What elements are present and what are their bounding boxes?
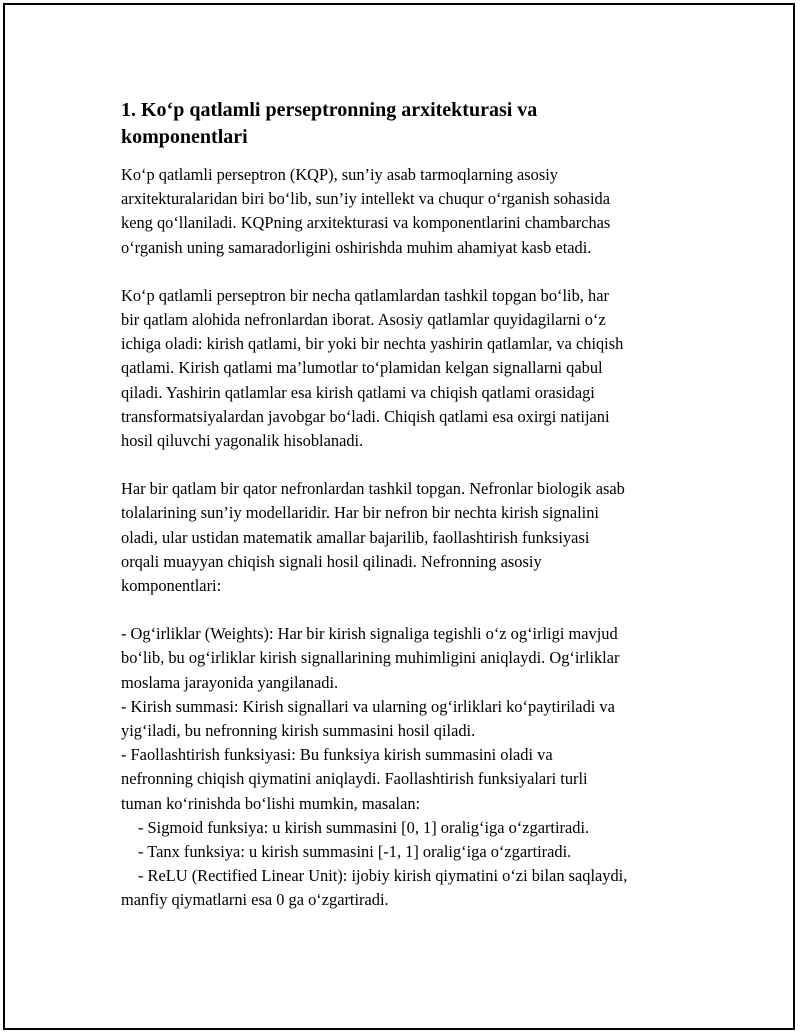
- text-line: transformatsiyalardan javobgar bo‘ladi. Chiqish qatlami esa oxirgi natijani: [121, 406, 610, 426]
- text-line: qiladi. Yashirin qatlamlar esa kirish qatlami va chiqish qatlami orasidagi: [121, 382, 595, 402]
- list-item-input-sum: [121, 695, 701, 743]
- text-line: - Og‘irliklar (Weights): Har bir kirish signaliga tegishli o‘z og‘irligi mavjud: [121, 624, 618, 644]
- text-line: - Sigmoid funksiya: u kirish summasini [0, 1] oralig‘iga o‘zgartiradi.: [138, 817, 590, 837]
- text-line: tuman ko‘rinishda bo‘lishi mumkin, masalan:: [121, 793, 421, 813]
- list-item-weights: [121, 622, 701, 695]
- page-frame: [3, 3, 795, 1030]
- section-heading: [121, 97, 591, 151]
- text-line: manfiy qiymatlarni esa 0 ga o‘zgartiradi.: [121, 890, 389, 910]
- sub-list-item-tanh: [121, 840, 701, 864]
- text-line: - Tanx funksiya: u kirish summasini [-1, 1] oralig‘iga o‘zgartiradi.: [138, 842, 572, 862]
- text-line: arxitekturalaridan biri bo‘lib, sun’iy intellekt va chuqur o‘rganish sohasida: [121, 189, 611, 209]
- text-line: hosil qiluvchi yagonalik hisoblanadi.: [121, 431, 364, 451]
- text-line: komponentlari:: [121, 576, 222, 596]
- sub-list-item-sigmoid: [121, 816, 701, 840]
- text-line: tolalarining sun’iy modellaridir. Har bir nefron bir nechta kirish signalini: [121, 503, 599, 523]
- component-list: [121, 622, 701, 912]
- text-line: oladi, ular ustidan matematik amallar bajarilib, faollashtirish funksiyasi: [121, 527, 590, 547]
- text-line: keng qo‘llaniladi. KQPning arxitekturasi va komponentlarini chambarchas: [121, 213, 611, 233]
- text-line: o‘rganish uning samaradorligini oshirishda muhim ahamiyat kasb etadi.: [121, 237, 592, 257]
- text-line: yig‘iladi, bu nefronning kirish summasini hosil qiladi.: [121, 721, 476, 741]
- document-body: [121, 97, 701, 913]
- text-line: Har bir qatlam bir qator nefronlardan tashkil topgan. Nefronlar biologik asab: [121, 479, 625, 499]
- paragraph-layers: [121, 284, 701, 453]
- text-line: bo‘lib, bu og‘irliklar kirish signallarining muhimligini aniqlaydi. Og‘irliklar: [121, 648, 620, 668]
- text-line: ichiga oladi: kirish qatlami, bir yoki bir nechta yashirin qatlamlar, va chiqish: [121, 334, 624, 354]
- paragraph-neurons: [121, 477, 701, 598]
- text-line: bir qatlam alohida nefronlardan iborat. Asosiy qatlamlar quyidagilarni o‘z: [121, 310, 606, 330]
- text-line: Ko‘p qatlamli perseptron (KQP), sun’iy asab tarmoqlarning asosiy: [121, 165, 558, 184]
- text-line: qatlami. Kirish qatlami ma’lumotlar to‘plamidan kelgan signallarni qabul: [121, 358, 603, 378]
- sub-list-item-relu: [121, 864, 701, 888]
- text-line: orqali muayyan chiqish signali hosil qilinadi. Nefronning asosiy: [121, 551, 542, 571]
- text-line: - ReLU (Rectified Linear Unit): ijobiy kirish qiymatini o‘zi bilan saqlaydi,: [138, 866, 628, 886]
- text-line: - Kirish summasi: Kirish signallari va ularning og‘irliklari ko‘paytiriladi va: [121, 696, 615, 716]
- heading-line: komponentlari: [121, 126, 248, 148]
- heading-line: 1. Ko‘p qatlamli perseptronning arxitekturasi va: [121, 99, 538, 121]
- text-line: Ko‘p qatlamli perseptron bir necha qatlamlardan tashkil topgan bo‘lib, har: [121, 285, 609, 305]
- text-line: moslama jarayonida yangilanadi.: [121, 672, 339, 692]
- list-item-activation: [121, 743, 701, 816]
- paragraph-intro: [121, 163, 701, 260]
- text-line: nefronning chiqish qiymatini aniqlaydi. Faollashtirish funksiyalari turli: [121, 769, 588, 789]
- sub-list-item-relu-continued: [121, 888, 701, 912]
- text-line: - Faollashtirish funksiyasi: Bu funksiya kirish summasini oladi va: [121, 745, 553, 765]
